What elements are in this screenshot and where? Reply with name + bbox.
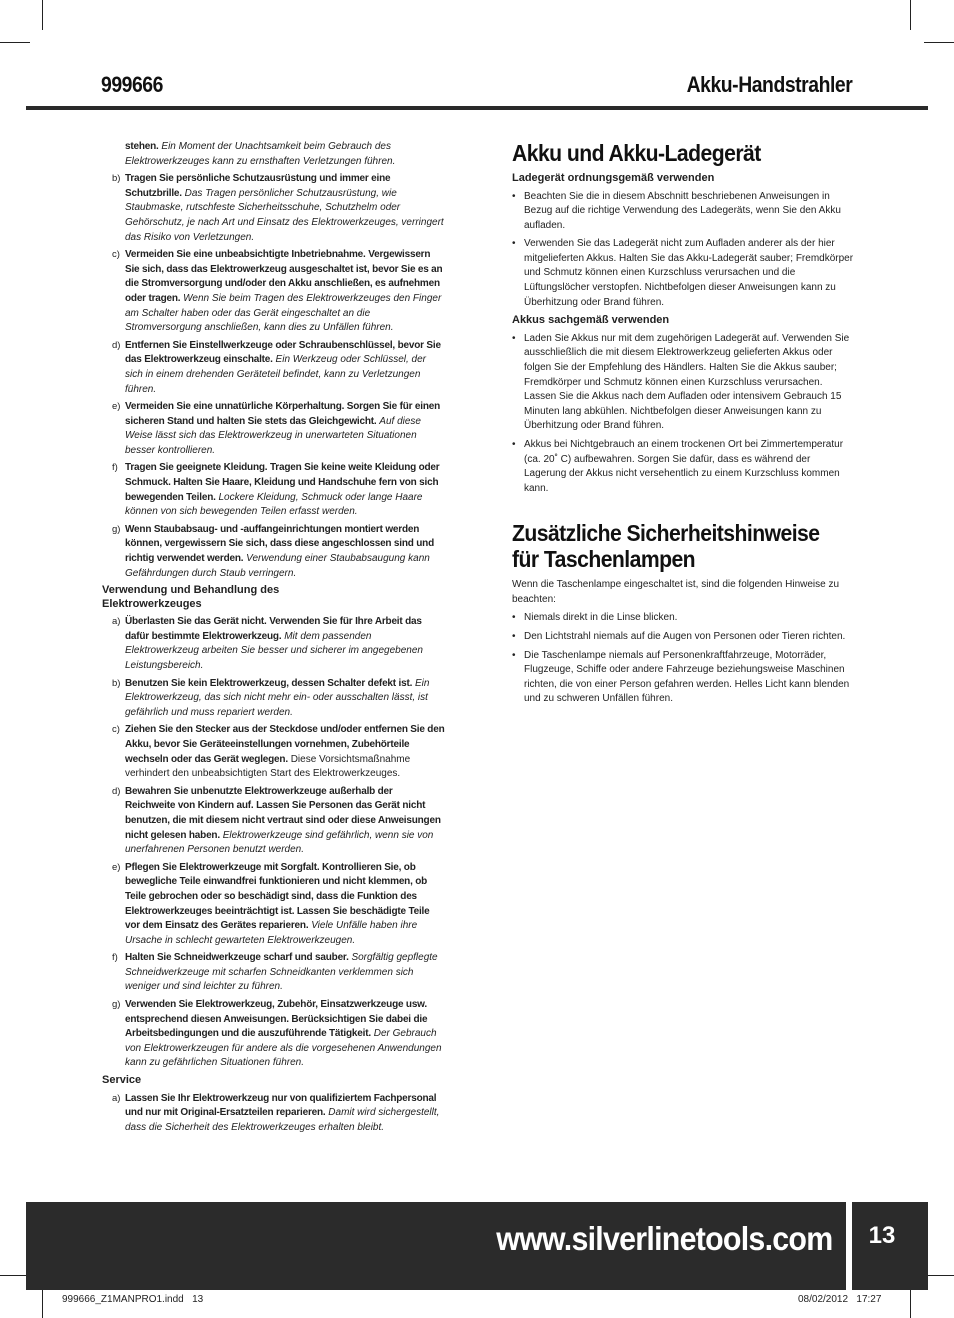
- item-bold: Vermeiden Sie eine unnatürliche Körperhaltung. Sorgen Sie für einen sicheren Stand und halten Sie stets das Gleichgewicht.: [125, 401, 441, 427]
- item-bold: Tragen Sie persönliche Schutzausrüstung und immer eine Schutzbrille.: [125, 173, 391, 199]
- list-item: [100, 723, 445, 781]
- list-item: [100, 1092, 445, 1136]
- crop-mark: [924, 1275, 954, 1276]
- item-label: a): [112, 1092, 121, 1104]
- section-heading: Service: [102, 1074, 142, 1087]
- item-italic: Ein Werkzeug oder Schlüssel, der sich in einem drehenden Geräteteil befindet, kann zu Verletzungen führen.: [125, 354, 426, 395]
- list-item: [100, 523, 445, 581]
- list-item: [100, 461, 445, 519]
- page-number: 13: [868, 1222, 896, 1249]
- item-label: b): [112, 677, 121, 689]
- item-bold: Entfernen Sie Einstellwerkzeuge oder Schraubenschlüssel, bevor Sie das Elektrowerkzeug einschalte.: [125, 339, 441, 366]
- section-heading: Ladegerät ordnungsgemäß verwenden: [512, 172, 715, 184]
- page-title: Akku-Handstrahler: [686, 72, 852, 97]
- item-label: a): [112, 616, 121, 628]
- list-item: [100, 400, 445, 458]
- bullet-item: [512, 190, 854, 234]
- list-item: [100, 248, 445, 336]
- item-label: b): [112, 173, 121, 185]
- item-italic: Wenn Sie beim Tragen des Elektrowerkzeuges den Finger am Schalter haben oder das Gerät eingeschaltet an die Stromversorgung anschließen, kann dies zu Unfällen führen.: [125, 292, 442, 334]
- item-bold: stehen.: [125, 141, 159, 152]
- item-bold: Pflegen Sie Elektrowerkzeuge mit Sorgfalt. Kontrollieren Sie, ob bewegliche Teile einwandfrei funktionieren und nicht klemmen, ob Teile gebrochen oder so beschädigt sind, dass die Funktion des Elektrowerkzeuges beeinträchtigt ist. Lassen Sie beschädigte Teile vor dem Einsatz des Gerätes reparieren.: [125, 861, 430, 932]
- intro-paragraph: Wenn die Taschenlampe eingeschaltet ist, sind die folgenden Hinweise zu beachten:: [512, 579, 840, 605]
- item-bold: Überlasten Sie das Gerät nicht. Verwenden Sie für Ihre Arbeit das dafür bestimmte Elektrowerkzeug.: [125, 616, 422, 642]
- section-heading: Akkus sachgemäß verwenden: [512, 314, 670, 327]
- list-item: [100, 785, 445, 858]
- list-item: [100, 677, 445, 721]
- item-label: f): [112, 462, 118, 474]
- item-bold: Tragen Sie geeignete Kleidung. Tragen Sie keine weite Kleidung oder Schmuck. Halten Sie Haare, Kleidung und Handschuhe fern von sich bewegenden Teilen.: [125, 462, 440, 503]
- bullet-item: [512, 630, 854, 645]
- left-column: [100, 140, 445, 1138]
- item-italic: Verwendung einer Staubabsaugung kann Gefährdungen durch Staub verringern.: [125, 553, 430, 579]
- item-italic: Das Tragen persönlicher Schutzausrüstung, wie Staubmaske, rutschfeste Sicherheitsschuhe, Schutzhelm oder Gehörschutz, je nach Art und Einsatz des Elektrowerkzeuges, verringert das Risiko von Verletzungen.: [125, 187, 444, 243]
- bullet-text: Laden Sie Akkus nur mit dem zugehörigen Ladegerät auf. Verwenden Sie ausschließlich die mit diesem Elektrowerkzeug gelieferten Akkus oder folgen Sie der Empfehlung des Händlers. Halten Sie die Akkus sauber; Fremdkörper und Schmutz können einen Kurzschluss verursachen. Lassen Sie die Akkus nach dem Aufladen oder intensivem Gebrauch 15 Minuten lang abkühlen. Nichtbefolgen dieser Anweisungen kann zu Überhitzung oder Brand führen.: [524, 332, 850, 432]
- item-bold: Benutzen Sie kein Elektrowerkzeug, dessen Schalter defekt ist.: [125, 677, 413, 689]
- item-bold: Wenn Staubabsaug- und -auffangeinrichtungen montiert werden können, vergewissern Sie sich, dass diese angeschlossen sind und richtig verwendet werden.: [125, 523, 434, 565]
- list-item: [100, 615, 445, 673]
- item-label: e): [112, 861, 121, 873]
- list-item: [100, 172, 445, 245]
- section-title-akku: Akku und Akku-Ladegerät: [512, 140, 761, 166]
- list-item: [100, 951, 445, 995]
- crop-mark: [42, 0, 43, 30]
- bullet-text: Niemals direkt in die Linse blicken.: [524, 612, 678, 624]
- item-italic: Ein Elektrowerkzeug, das sich nicht mehr ein- oder ausschalten lässt, ist gefährlich und muss repariert werden.: [125, 677, 430, 718]
- date-slug: 08/02/2012 17:27: [798, 1294, 882, 1305]
- crop-mark: [0, 42, 30, 43]
- item-label: c): [112, 724, 120, 736]
- list-item: [100, 998, 445, 1071]
- title-line: für Taschenlampen: [512, 546, 696, 573]
- bullet-item: [512, 237, 854, 310]
- section-title-taschenlampen: [512, 520, 827, 572]
- item-italic: Der Gebrauch von Elektrowerkzeugen für andere als die vorgesehenen Anwendungen kann zu gefährlichen Situationen führen.: [125, 1028, 442, 1069]
- bullet-icon: •: [512, 332, 516, 344]
- intro-item: [100, 140, 445, 169]
- bullet-text: Akkus bei Nichtgebrauch an einem trockenen Ort bei Zimmertemperatur (ca. 20˚ C) aufbewahren. Sorgen Sie dafür, dass es während der Lagerung der Akkus nicht versehentlich zu einem Kurzschluss kommen kann.: [524, 438, 844, 494]
- item-italic: Damit wird sichergestellt, dass die Sicherheit des Elektrowerkzeuges erhalten bleibt.: [125, 1107, 440, 1133]
- section-heading: Verwendung und Behandlung des Elektrowerkzeuges: [102, 584, 280, 610]
- item-italic: Mit dem passenden Elektrowerkzeug arbeiten Sie besser und sicherer im angegebenen Leistungsbereich.: [125, 630, 423, 671]
- item-bold: Halten Sie Schneidwerkzeuge scharf und sauber.: [125, 952, 349, 964]
- crop-mark: [42, 1290, 43, 1318]
- bullet-text: Beachten Sie die in diesem Abschnitt beschriebenen Anweisungen in Bezug auf die richtige Verwendung des Ladegeräts, wenn Sie den Akku aufladen.: [524, 190, 841, 231]
- bullet-icon: •: [512, 649, 516, 661]
- item-label: d): [112, 339, 121, 351]
- page-number-box: [852, 1202, 928, 1290]
- file-slug: 999666_Z1MANPRO1.indd 13: [62, 1294, 204, 1305]
- item-italic: Lockere Kleidung, Schmuck oder lange Haare können von sich bewegenden Teilen erfasst werden.: [125, 491, 423, 518]
- list-item: [100, 861, 445, 949]
- bullet-icon: •: [512, 238, 516, 250]
- item-bold: Verwenden Sie Elektrowerkzeug, Zubehör, Einsatzwerkzeuge usw. entsprechend diesen Anweisungen. Berücksichtigen Sie dabei die Arbeitsbedingungen und die auszuführende Tätigkeit.: [125, 999, 428, 1040]
- right-column: [512, 140, 854, 711]
- item-label: c): [112, 249, 120, 261]
- website-link[interactable]: www.silverlinetools.com: [495, 1220, 832, 1257]
- bullet-item: [512, 649, 854, 707]
- header-rule: [26, 106, 928, 110]
- item-italic: Auf diese Weise lässt sich das Elektrowerkzeug in unerwarteten Situationen besser kontrollieren.: [125, 415, 421, 456]
- crop-mark: [910, 0, 911, 30]
- bullet-icon: •: [512, 612, 516, 624]
- bullet-item: [512, 332, 854, 434]
- item-label: f): [112, 952, 118, 964]
- title-line: Zusätzliche Sicherheitshinweise: [512, 520, 820, 547]
- bullet-icon: •: [512, 190, 516, 202]
- item-bold: Bewahren Sie unbenutzte Elektrowerkzeuge außerhalb der Reichweite von Kindern auf. Lassen Sie Personen das Gerät nicht benutzen, die mit diesem nicht vertraut sind oder diese Anweisungen nicht gelesen haben.: [125, 785, 441, 841]
- bullet-icon: •: [512, 438, 516, 450]
- bullet-item: [512, 438, 854, 496]
- item-italic: Sorgfältig gepflegte Schneidwerkzeuge mit scharfen Schneidkanten verklemmen sich weniger und sind leichter zu führen.: [125, 952, 438, 993]
- list-item: [100, 339, 445, 397]
- crop-mark: [924, 42, 954, 43]
- footer-bar: [26, 1202, 846, 1290]
- item-bold: Ziehen Sie den Stecker aus der Steckdose und/oder entfernen Sie den Akku, bevor Sie Geräteeinstellungen vornehmen, Zubehörteile wechseln oder das Gerät weglegen.: [125, 724, 445, 765]
- item-label: e): [112, 401, 121, 413]
- bullet-icon: •: [512, 631, 516, 643]
- item-italic: Ein Moment der Unachtsamkeit beim Gebrauch des Elektrowerkzeuges kann zu ernsthaften Verletzungen führen.: [125, 141, 396, 167]
- bullet-text: Die Taschenlampe niemals auf Personenkraftfahrzeuge, Motorräder, Flugzeuge, Schiffe oder andere Fahrzeuge beziehungsweise Maschinen richten, die von einer Person gefahren werden. Helles Licht kann blenden und zu schweren Unfällen führen.: [524, 649, 850, 705]
- item-bold: Lassen Sie Ihr Elektrowerkzeug nur von qualifiziertem Fachpersonal und nur mit Original-Ersatzteilen reparieren.: [125, 1092, 437, 1119]
- bullet-text: Verwenden Sie das Ladegerät nicht zum Aufladen anderer als der hier mitgelieferten Akkus. Halten Sie das Akku-Ladegerät sauber; Fremdkörper und Schmutz können einen Kurzschluss verursachen und die Lüftungslöcher verstopfen. Nichtbefolgen dieser Anweisungen kann zu Überhitzung oder Brand führen.: [524, 238, 854, 308]
- product-code: 999666: [101, 72, 163, 97]
- bullet-item: [512, 611, 854, 626]
- item-regular: Diese Vorsichtsmaßnahme verhindert den unbeabsichtigten Start des Elektrowerkzeuges.: [125, 753, 411, 780]
- bullet-text: Den Lichtstrahl niemals auf die Augen von Personen oder Tieren richten.: [524, 631, 846, 643]
- item-italic: Elektrowerkzeuge sind gefährlich, wenn sie von unerfahrenen Personen benutzt werden.: [125, 829, 434, 856]
- crop-mark: [910, 1290, 911, 1318]
- item-label: d): [112, 785, 121, 797]
- item-bold: Vermeiden Sie eine unbeabsichtigte Inbetriebnahme. Vergewissern Sie sich, dass das Elektrowerkzeug ausgeschaltet ist, bevor Sie es an die Stromversorgung und/oder den Akku anschließen, es aufnehmen oder tragen.: [125, 249, 443, 304]
- item-italic: Viele Unfälle haben ihre Ursache in schlecht gewarteten Elektrowerkzeugen.: [125, 920, 418, 946]
- item-label: g): [112, 523, 121, 535]
- item-label: g): [112, 999, 121, 1011]
